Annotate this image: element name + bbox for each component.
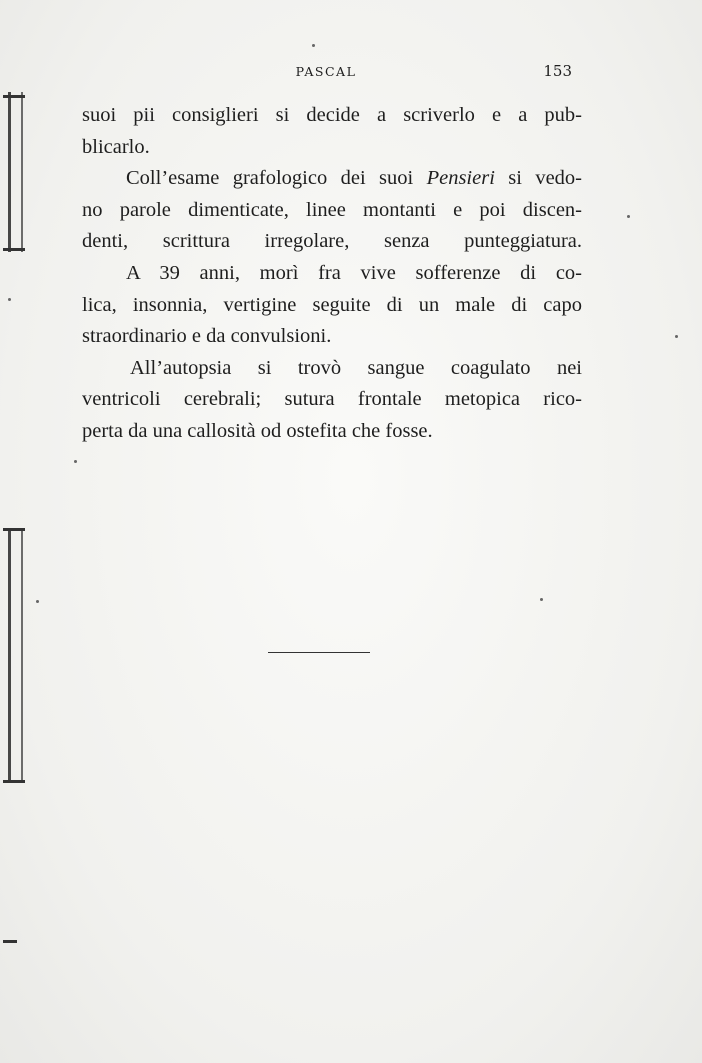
- text-line: denti, scrittura irregolare, senza punteggiatura.: [82, 230, 582, 253]
- binding-tick: [3, 780, 25, 783]
- body-text: [82, 100, 582, 448]
- page-number: 153: [543, 62, 572, 80]
- text-run: Coll’esame grafologico dei suoi: [126, 167, 414, 190]
- text-line: All’autopsia si trovò sangue coagulato nei: [130, 356, 582, 379]
- book-title: Pensieri: [426, 167, 495, 190]
- running-title: PASCAL: [295, 64, 357, 79]
- end-rule: [268, 652, 370, 653]
- text-line: lica, insonnia, vertigine seguite di un male di capo: [82, 293, 582, 316]
- text-line: no parole dimenticate, linee montanti e poi discen-: [82, 198, 582, 221]
- binding-tick: [3, 940, 17, 943]
- text-line: perta da una callosità od ostefita che fosse.: [82, 419, 433, 442]
- binding-tick: [3, 95, 25, 98]
- running-header: [82, 64, 570, 84]
- text-line: blicarlo.: [82, 135, 150, 158]
- binding-tick: [3, 248, 25, 251]
- text-line: suoi pii consiglieri si decide a scriverlo e a pub-: [82, 104, 582, 126]
- scan-speck: [36, 600, 39, 603]
- binding-edge-top: [8, 92, 23, 252]
- text-line: ventricoli cerebrali; sutura frontale metopica rico-: [82, 388, 582, 411]
- text-line: straordinario e da convulsioni.: [82, 325, 332, 348]
- scan-speck: [312, 44, 315, 47]
- scan-speck: [8, 298, 11, 301]
- scan-speck: [675, 335, 678, 338]
- scan-speck: [627, 215, 630, 218]
- scan-speck: [74, 460, 77, 463]
- text-line: A 39 anni, morì fra vive sofferenze di co-: [126, 261, 582, 284]
- binding-edge-bottom: [8, 528, 23, 783]
- text-run: si vedo-: [508, 167, 583, 190]
- text-line: [82, 163, 582, 195]
- scan-speck: [540, 598, 543, 601]
- binding-tick: [3, 528, 25, 531]
